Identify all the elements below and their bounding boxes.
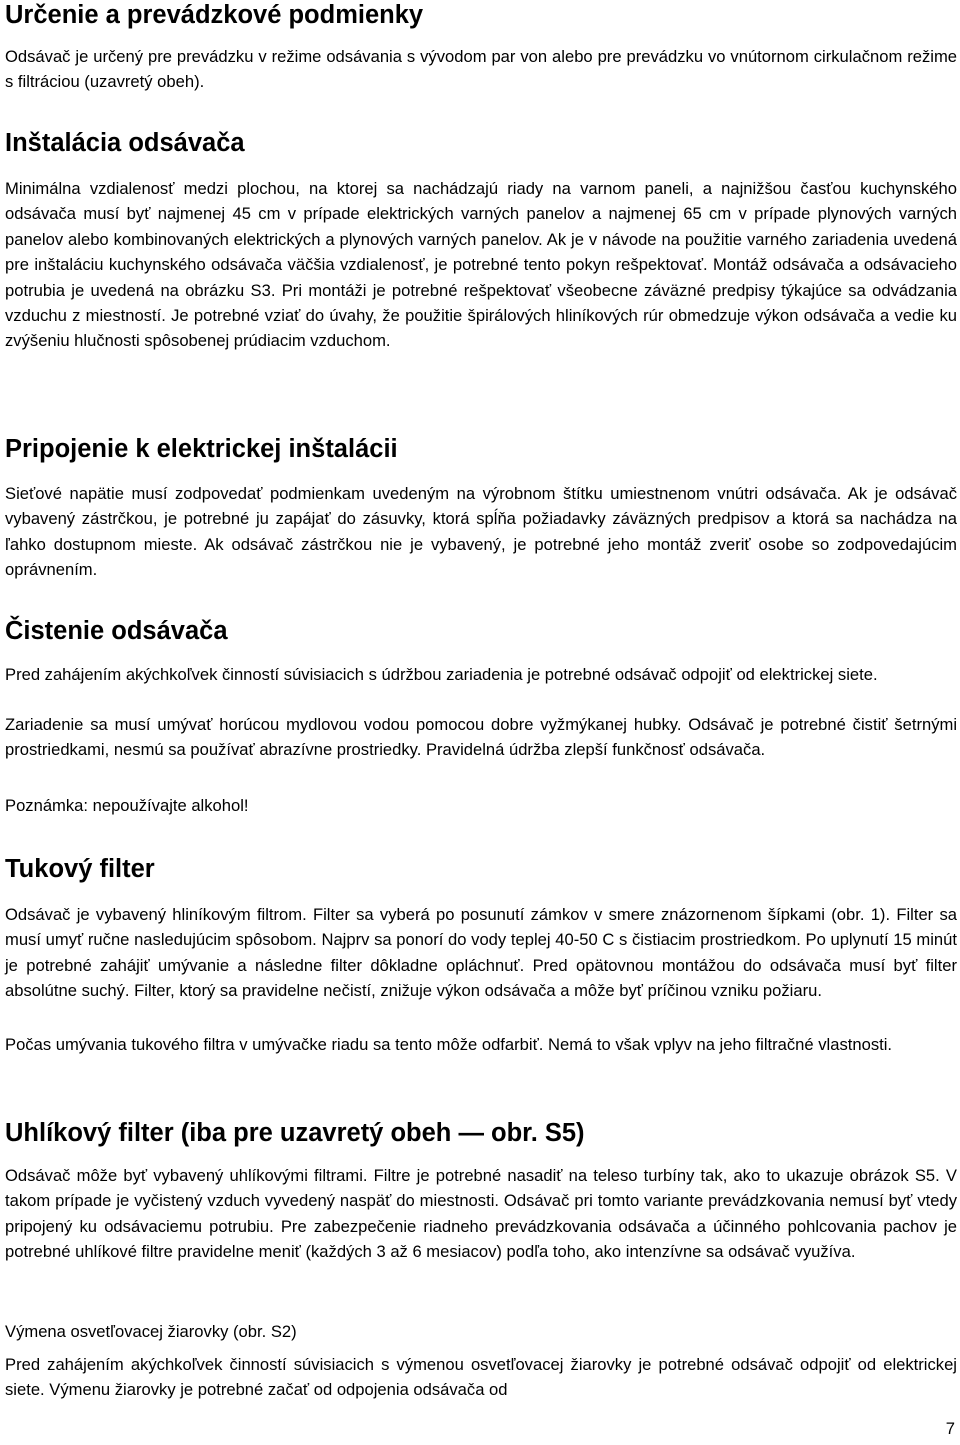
heading-grease-filter: Tukový filter — [5, 855, 155, 883]
document-page — [5, 0, 957, 1445]
paragraph-installation: Minimálna vzdialenosť medzi plochou, na ktorej sa nachádzajú riady na varnom paneli, a najnižšou časťou kuchynského odsávača musí byť najmenej 45 cm v prípade elektrických varných panelov a najmenej 65 cm v prípade plynových varných panelov alebo kombinovaných elektrických a plynových varných panelov. Ak je v návode na použitie varného zariadenia uvedená pre inštaláciu kuchynského odsávača väčšia vzdialenosť, je potrebné tento pokyn rešpektovať. Montáž odsávača a odsávacieho potrubia je uvedená na obrázku S3. Pri montáži je potrebné rešpektovať všeobecne záväzné predpisy týkajúce sa odvádzania vzduchu z miestností. Je potrebné vziať do úvahy, že použitie špirálových hliníkových rúr obmedzuje výkon odsávača a vedie ku zvýšeniu hlučnosti spôsobenej prúdiacim vzduchom. — [5, 179, 957, 351]
subheading-bulb-replacement: Výmena osvetľovacej žiarovky (obr. S2) — [5, 1322, 297, 1341]
heading-electrical-connection: Pripojenie k elektrickej inštalácii — [5, 435, 398, 463]
paragraph-cleaning-note: Poznámka: nepoužívajte alkohol! — [5, 796, 249, 815]
paragraph-cleaning-2: Zariadenie sa musí umývať horúcou mydlovou vodou pomocou dobre vyžmýkanej hubky. Odsávač je potrebné čistiť šetrnými prostriedkami, nesmú sa používať abrazívne prostriedky. Pravidelná údržba zlepší funkčnosť odsávača. — [5, 715, 957, 760]
heading-carbon-filter: Uhlíkový filter (iba pre uzavretý obeh — obr. S5) — [5, 1119, 585, 1147]
paragraph-cleaning-1: Pred zahájením akýchkoľvek činností súvisiacich s údržbou zariadenia je potrebné odsávač odpojiť od elektrickej siete. — [5, 665, 878, 684]
paragraph-grease-filter-2: Počas umývania tukového filtra v umývačke riadu sa tento môže odfarbiť. Nemá to však vplyv na jeho filtračné vlastnosti. — [5, 1035, 893, 1054]
page-number: 7 — [945, 1419, 955, 1438]
paragraph-grease-filter-1: Odsávač je vybavený hliníkovým filtrom. Filter sa vyberá po posunutí zámkov v smere znázornenom šípkami (obr. 1). Filter sa musí umyť ručne nasledujúcim spôsobom. Najprv sa ponorí do vody teplej 40-50 C s čistiacim prostriedkom. Po uplynutí 15 minút je potrebné zahájiť umývanie a následne filter dôkladne opláchnuť. Pred opätovnou montážou do odsávača musí byť filter absolútne suchý. Filter, ktorý sa pravidelne nečistí, znižuje výkon odsávača a môže byť príčinou vzniku požiaru. — [5, 905, 957, 1001]
heading-installation: Inštalácia odsávača — [5, 129, 245, 157]
heading-operating-conditions: Určenie a prevádzkové podmienky — [5, 1, 424, 29]
paragraph-operating-conditions: Odsávač je určený pre prevádzku v režime odsávania s vývodom par von alebo pre prevádzku vo vnútornom cirkulačnom režime s filtráciou (uzavretý obeh). — [5, 47, 957, 92]
paragraph-bulb-replacement: Pred zahájením akýchkoľvek činností súvisiacich s výmenou osvetľovacej žiarovky je potrebné odsávač odpojiť od elektrickej siete. Výmenu žiarovky je potrebné začať od odpojenia odsávača od — [5, 1355, 957, 1400]
paragraph-electrical-connection: Sieťové napätie musí zodpovedať podmienkam uvedeným na výrobnom štítku umiestnenom vnútri odsávača. Ak je odsávač vybavený zástrčkou, je potrebné ju zapájať do zásuvky, ktorá spĺňa požiadavky záväzných predpisov a ktorá sa nachádza na ľahko dostupnom mieste. Ak odsávač zástrčkou nie je vybavený, je potrebné jeho montáž zveriť osobe so zodpovedajúcim oprávnením. — [5, 484, 957, 580]
heading-cleaning: Čistenie odsávača — [5, 617, 228, 645]
paragraph-carbon-filter: Odsávač môže byť vybavený uhlíkovými filtrami. Filtre je potrebné nasadiť na teleso turbíny tak, ako to ukazuje obrázok S5. V takom prípade je vyčistený vzduch vyvedený naspäť do miestnosti. Odsávač pri tomto variante prevádzkovania nemusí byť vtedy pripojený ku odsávaciemu potrubiu. Pre zabezpečenie riadneho prevádzkovania odsávača a účinného pohlcovania pachov je potrebné uhlíkové filtre pravidelne meniť (každých 3 až 6 mesiacov) podľa toho, ako intenzívne sa odsávač využíva. — [5, 1166, 957, 1262]
